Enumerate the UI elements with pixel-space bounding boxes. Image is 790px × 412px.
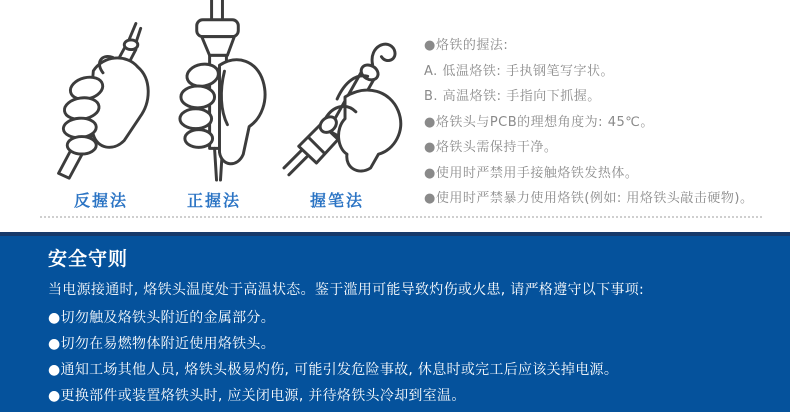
- note-keep-clean: ●烙铁头需保持干净。: [424, 140, 558, 155]
- safety-item-notify-workers: ●通知工场其他人员, 烙铁头极易灼伤, 可能引发危险事故, 休息时或完工后应该关掉电源。: [48, 362, 619, 378]
- safety-item-no-flammables: ●切勿在易燃物体附近使用烙铁头。: [48, 336, 276, 352]
- figure-standard-grip: [162, 0, 276, 184]
- note-high-temp: B. 高温烙铁: 手指向下抓握。: [424, 89, 601, 104]
- note-low-temp: A. 低温烙铁: 手执钢笔写字状。: [424, 63, 614, 79]
- dotted-divider: [40, 216, 762, 218]
- safety-item-no-touch-metal: ●切勿触及烙铁头附近的金属部分。: [48, 310, 276, 326]
- reverse-grip-illustration: [45, 12, 161, 180]
- safety-items: [48, 305, 760, 409]
- safety-section: [0, 232, 790, 412]
- figure-reverse-grip: [45, 12, 161, 180]
- figure-pen-grip: [282, 20, 410, 178]
- figure-label-pen-grip: 握笔法: [310, 191, 365, 210]
- safety-title: 安全守则: [48, 248, 129, 270]
- note-grip-method: ●烙铁的握法:: [424, 38, 509, 53]
- note-no-violence: ●使用时严禁暴力使用烙铁(例如: 用烙铁头敲击硬物)。: [424, 191, 754, 206]
- safety-intro: 当电源接通时, 烙铁头温度处于高温状态。鉴于滥用可能导致灼伤或火患, 请严格遵守以下事项:: [48, 282, 645, 298]
- safety-item-power-off-when-changing: ●更换部件或装置烙铁头时, 应关闭电源, 并待烙铁头冷却到室温。: [48, 388, 466, 404]
- grip-notes: [424, 33, 786, 212]
- pen-grip-illustration: [282, 20, 410, 178]
- note-no-touch-heater: ●使用时严禁用手接触烙铁发热体。: [424, 165, 639, 181]
- note-pcb-angle: ●烙铁头与PCB的理想角度为: 45℃。: [424, 114, 654, 130]
- figure-label-standard-grip: 正握法: [187, 191, 242, 210]
- figure-label-reverse-grip: 反握法: [74, 191, 129, 210]
- standard-grip-illustration: [162, 0, 276, 184]
